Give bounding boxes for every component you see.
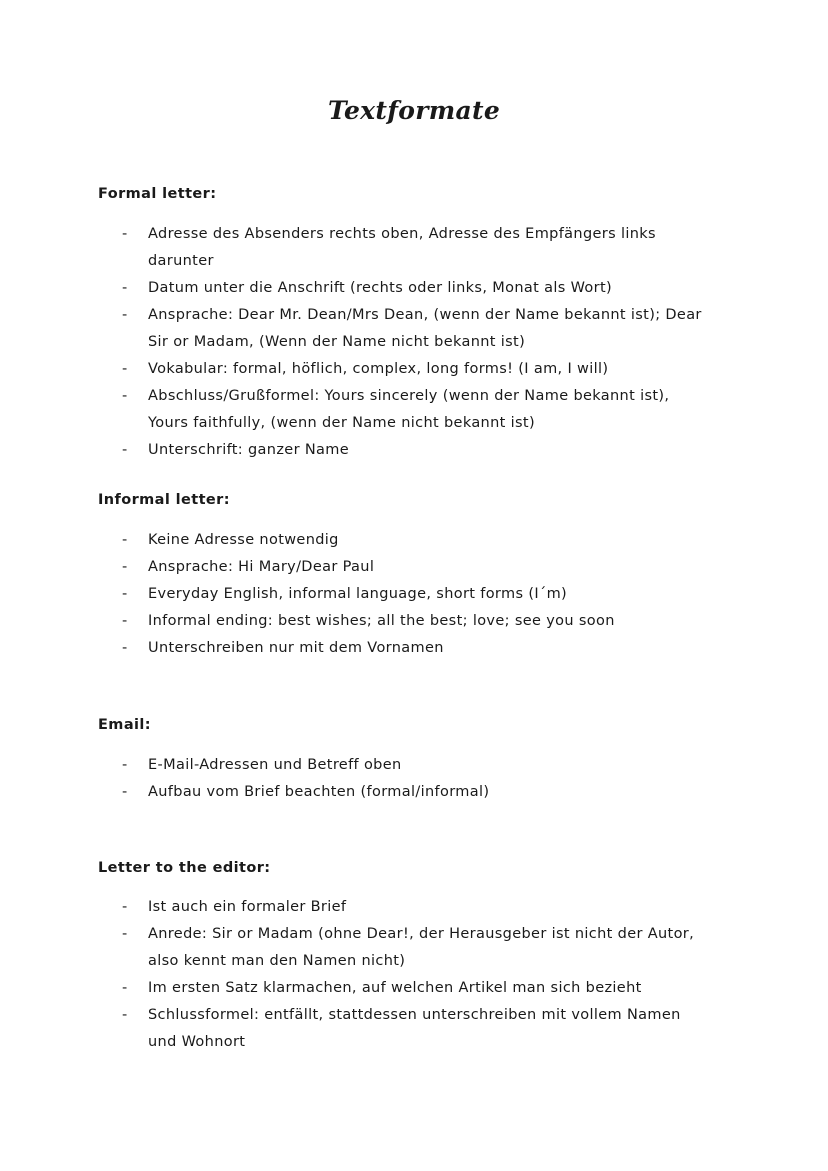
list-item: - E-Mail-Adressen und Betreff oben — [0, 752, 708, 779]
dash-bullet: - — [122, 388, 128, 404]
list-item: - Anrede: Sir or Madam (ohne Dear!, der Herausgeber ist nicht der Autor, also kennt man den Namen nicht) — [0, 921, 708, 975]
list-item: - Everyday English, informal language, short forms (I´m) — [0, 581, 708, 608]
dash-bullet: - — [122, 361, 128, 377]
list-item: - Vokabular: formal, höflich, complex, long forms! (I am, I will) — [0, 356, 708, 383]
page-title: Textformate — [327, 96, 501, 125]
list-item: - Datum unter die Anschrift (rechts oder links, Monat als Wort) — [0, 275, 708, 302]
dash-bullet: - — [122, 757, 128, 773]
list-item: - Im ersten Satz klarmachen, auf welchen Artikel man sich bezieht — [0, 975, 708, 1002]
dash-bullet: - — [122, 280, 128, 296]
section-heading-formal-letter: Formal letter: — [98, 186, 217, 202]
section-heading-informal-letter: Informal letter: — [98, 492, 230, 508]
list-item: - Unterschreiben nur mit dem Vornamen — [0, 635, 708, 662]
dash-bullet: - — [122, 586, 128, 602]
dash-bullet: - — [122, 613, 128, 629]
list-item: - Ansprache: Hi Mary/Dear Paul — [0, 554, 708, 581]
letter-to-the-editor-list — [0, 894, 828, 1056]
list-item: - Adresse des Absenders rechts oben, Adresse des Empfängers links darunter — [0, 221, 708, 275]
section-heading-letter-to-the-editor: Letter to the editor: — [98, 860, 271, 876]
list-item: - Ist auch ein formaler Brief — [0, 894, 708, 921]
dash-bullet: - — [122, 307, 128, 323]
formal-letter-list — [0, 221, 828, 464]
list-item: - Ansprache: Dear Mr. Dean/Mrs Dean, (wenn der Name bekannt ist); Dear Sir or Madam, (Wenn der Name nicht bekannt ist) — [0, 302, 708, 356]
dash-bullet: - — [122, 1007, 128, 1023]
email-list — [0, 752, 828, 806]
list-item: - Abschluss/Grußformel: Yours sincerely (wenn der Name bekannt ist), Yours faithfully, (wenn der Name nicht bekannt ist) — [0, 383, 708, 437]
list-item: - Informal ending: best wishes; all the best; love; see you soon — [0, 608, 708, 635]
dash-bullet: - — [122, 899, 128, 915]
dash-bullet: - — [122, 784, 128, 800]
dash-bullet: - — [122, 640, 128, 656]
list-item: - Unterschrift: ganzer Name — [0, 437, 708, 464]
dash-bullet: - — [122, 559, 128, 575]
list-item: - Keine Adresse notwendig — [0, 527, 708, 554]
dash-bullet: - — [122, 926, 128, 942]
dash-bullet: - — [122, 532, 128, 548]
section-heading-email: Email: — [98, 717, 151, 733]
dash-bullet: - — [122, 980, 128, 996]
list-item: - Aufbau vom Brief beachten (formal/informal) — [0, 779, 708, 806]
list-item: - Schlussformel: entfällt, stattdessen unterschreiben mit vollem Namen und Wohnort — [0, 1002, 708, 1056]
dash-bullet: - — [122, 226, 128, 242]
dash-bullet: - — [122, 442, 128, 458]
informal-letter-list — [0, 527, 828, 662]
